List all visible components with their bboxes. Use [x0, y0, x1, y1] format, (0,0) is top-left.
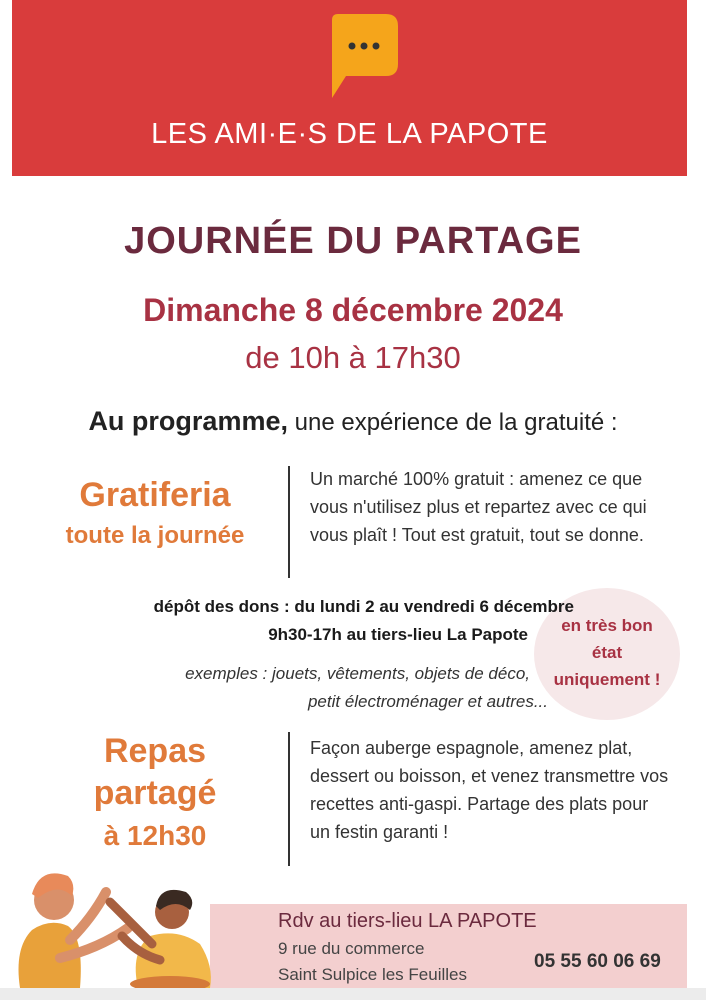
- two-women-illustration-icon: [10, 848, 222, 988]
- gratiferia-description: Un marché 100% gratuit : amenez ce que vous n'utilisez plus et repartez avec ce qui vous plaît ! Tout est gratuit, tout se donne.: [310, 469, 647, 545]
- repas-title-line-1: Repas: [103, 732, 207, 770]
- event-title: JOURNÉE DU PARTAGE: [124, 220, 582, 262]
- condition-line-1: en très bon: [561, 616, 653, 635]
- condition-line-3: uniquement !: [553, 670, 661, 689]
- gratiferia-subtitle: toute la journée: [65, 522, 245, 549]
- rdv-label: Rdv au tiers-lieu LA PAPOTE: [278, 910, 537, 932]
- header-banner: [12, 0, 687, 176]
- divider-gratiferia: [288, 466, 290, 578]
- depot-dates: dépôt des dons : du lundi 2 au vendredi 6 décembre: [153, 597, 574, 616]
- programme-intro: [0, 406, 706, 437]
- examples-line-2: petit électroménager et autres...: [307, 692, 548, 711]
- programme-lead: Au programme,: [88, 406, 288, 436]
- repas-title-line-2: partagé: [93, 774, 217, 812]
- phone-number: 05 55 60 06 69: [534, 951, 661, 972]
- event-hours: de 10h à 17h30: [245, 340, 461, 375]
- repas-title: [30, 730, 280, 814]
- gratiferia-title: Gratiferia: [79, 476, 231, 514]
- condition-text: [534, 612, 680, 693]
- address-line-2: Saint Sulpice les Feuilles: [278, 965, 467, 984]
- depot-hours-location: 9h30-17h au tiers-lieu La Papote: [268, 625, 528, 644]
- condition-line-2: état: [591, 643, 623, 662]
- divider-repas: [288, 732, 290, 866]
- organization-name: LES AMI·E·S DE LA PAPOTE: [151, 118, 548, 150]
- repas-description: Façon auberge espagnole, amenez plat, dessert ou boisson, et venez transmettre vos recettes anti-gaspi. Partage des plats pour un festin garanti !: [310, 738, 669, 842]
- event-date: Dimanche 8 décembre 2024: [143, 292, 563, 328]
- speech-bubble-logo-icon: [328, 14, 400, 100]
- repas-time: à 12h30: [103, 820, 207, 851]
- scan-bottom-edge: [0, 988, 706, 1000]
- examples-line-1: exemples : jouets, vêtements, objets de déco,: [185, 664, 530, 683]
- address-line-1: 9 rue du commerce: [278, 939, 425, 958]
- programme-rest: une expérience de la gratuité :: [287, 409, 618, 436]
